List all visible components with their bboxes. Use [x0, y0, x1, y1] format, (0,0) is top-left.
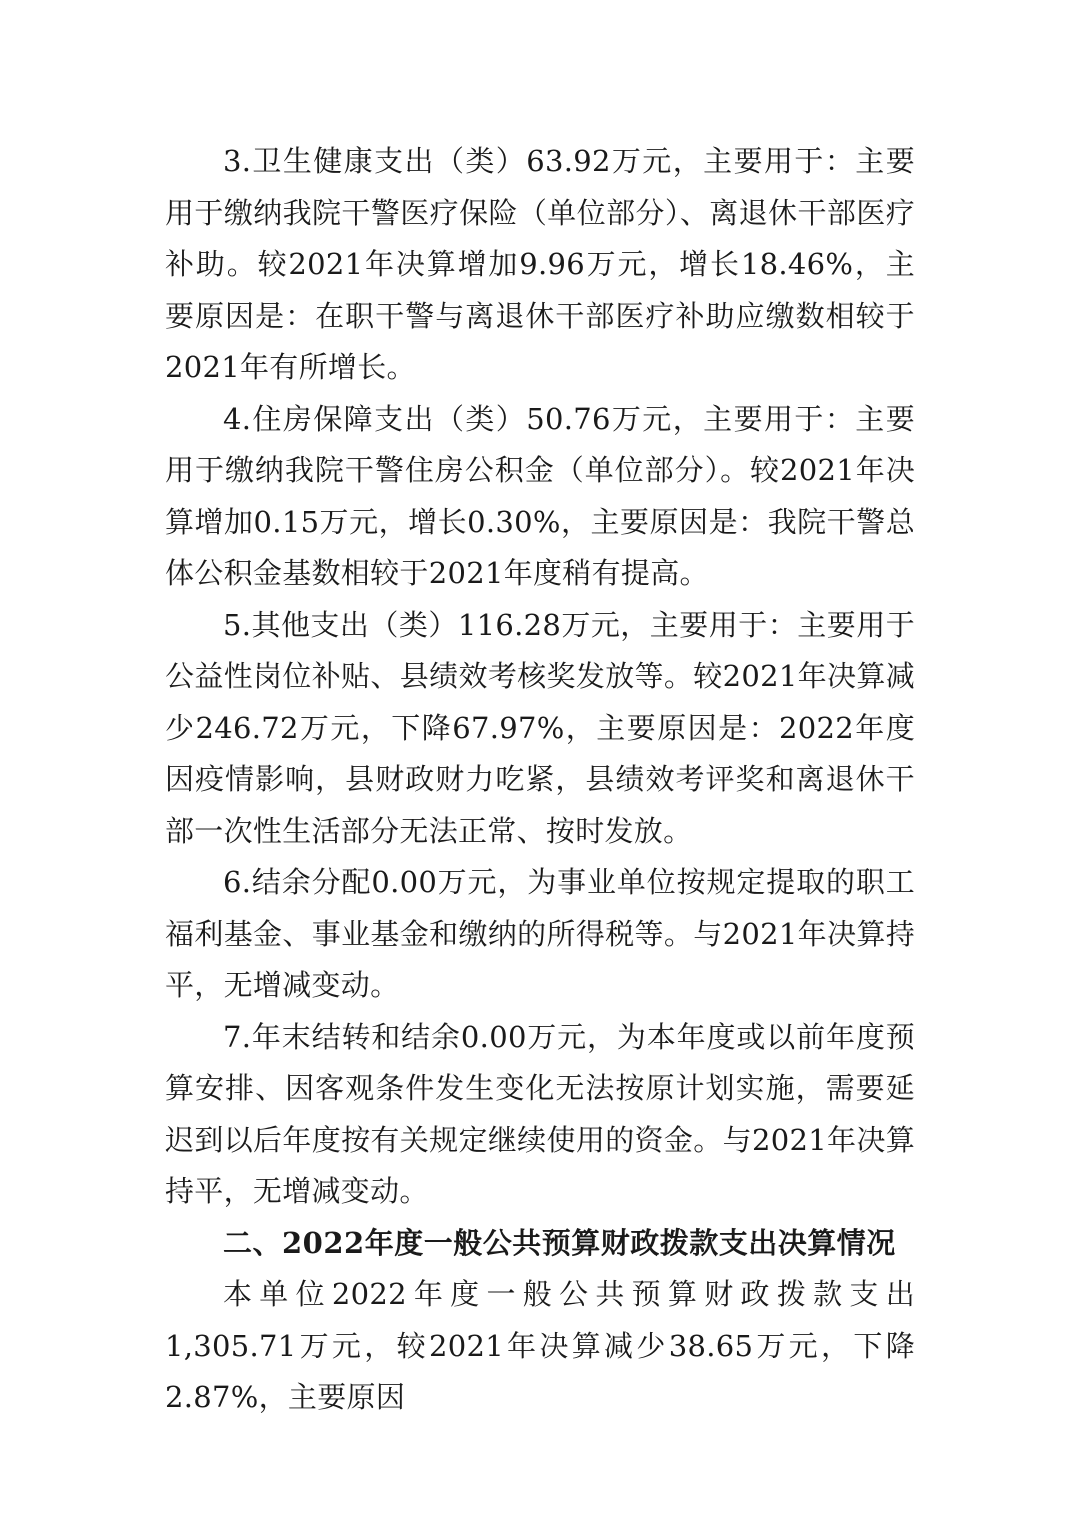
document-body — [165, 136, 915, 1424]
paragraph-general-budget: 本单位2022年度一般公共预算财政拨款支出1,305.71万元，较2021年决算减少38.65万元，下降2.87%，主要原因 — [165, 1277, 915, 1414]
paragraph-housing-expenditure: 4.住房保障支出（类）50.76万元，主要用于：主要用于缴纳我院干警住房公积金（单位部分）。较2021年决算增加0.15万元，增长0.30%，主要原因是：我院干警总体公积金基数相较于2021年度稍有提高。 — [165, 401, 915, 590]
paragraph-year-end-carryover: 7.年末结转和结余0.00万元，为本年度或以前年度预算安排、因客观条件发生变化无法按原计划实施，需要延迟到以后年度按有关规定继续使用的资金。与2021年决算持平，无增减变动。 — [165, 1019, 915, 1208]
paragraph-other-expenditure: 5.其他支出（类）116.28万元，主要用于：主要用于公益性岗位补贴、县绩效考核奖发放等。较2021年决算减少246.72万元，下降67.97%，主要原因是：2022年度因疫情影响，县财政财力吃紧，县绩效考评奖和离退休干部一次性生活部分无法正常、按时发放。 — [165, 607, 915, 848]
paragraph-health-expenditure: 3.卫生健康支出（类）63.92万元，主要用于：主要用于缴纳我院干警医疗保险（单位部分）、离退休干部医疗补助。较2021年决算增加9.96万元，增长18.46%，主要原因是：在职干警与离退休干部医疗补助应缴数相较于2021年有所增长。 — [165, 144, 915, 384]
paragraph-surplus-distribution: 6.结余分配0.00万元，为事业单位按规定提取的职工福利基金、事业基金和缴纳的所得税等。与2021年决算持平，无增减变动。 — [165, 865, 915, 1002]
section-heading: 二、2022年度一般公共预算财政拨款支出决算情况 — [223, 1225, 896, 1260]
